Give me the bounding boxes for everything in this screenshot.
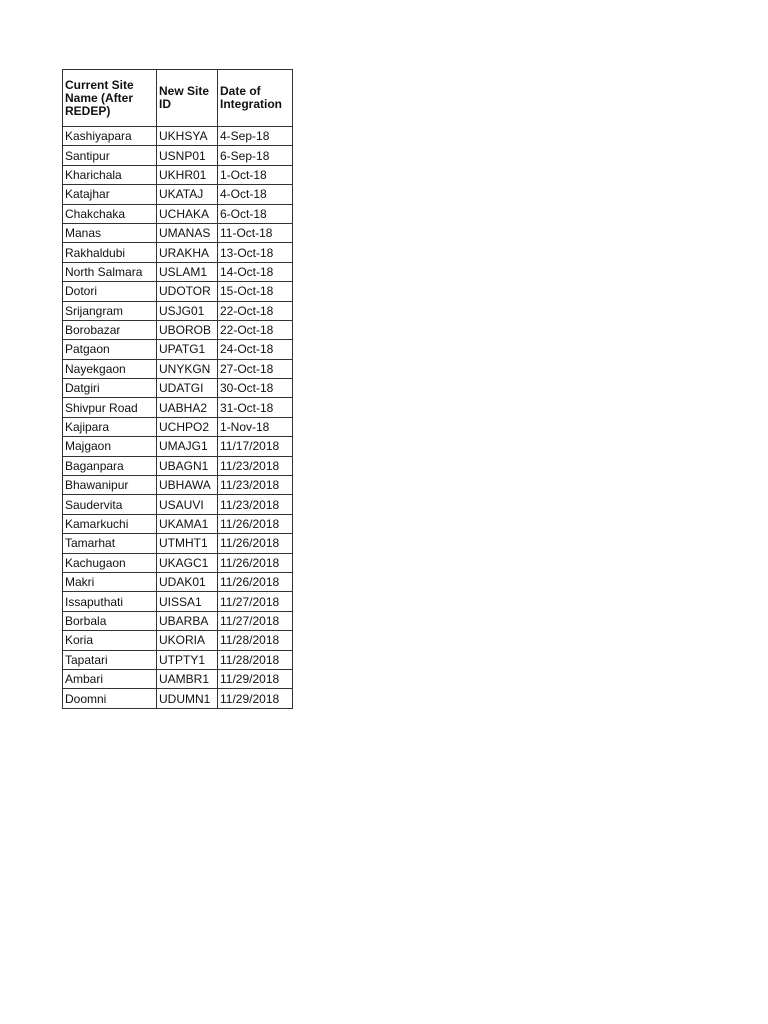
integration-date-cell: 11/27/2018 [218,592,293,611]
site-id-cell: UDATGI [157,379,218,398]
site-name-cell: Datgiri [63,379,157,398]
table-row [63,398,293,417]
table-row [63,514,293,533]
site-id-cell: UKATAJ [157,185,218,204]
integration-date-cell: 11/29/2018 [218,669,293,688]
table-row [63,340,293,359]
integration-date-cell: 11/26/2018 [218,572,293,591]
integration-date-cell: 4-Oct-18 [218,185,293,204]
site-id-cell: URAKHA [157,243,218,262]
integration-date-cell: 1-Nov-18 [218,417,293,436]
table-row [63,495,293,514]
integration-date-cell: 6-Oct-18 [218,204,293,223]
site-name-cell: Patgaon [63,340,157,359]
table-row [63,262,293,281]
site-id-cell: UNYKGN [157,359,218,378]
site-name-cell: Kajipara [63,417,157,436]
integration-date-cell: 11/23/2018 [218,495,293,514]
site-name-cell: Ambari [63,669,157,688]
table-row [63,611,293,630]
site-name-cell: Nayekgaon [63,359,157,378]
table-row [63,650,293,669]
site-id-cell: UKHR01 [157,165,218,184]
integration-date-cell: 11/28/2018 [218,650,293,669]
integration-date-cell: 11/26/2018 [218,534,293,553]
site-id-cell: USAUVI [157,495,218,514]
site-name-cell: Shivpur Road [63,398,157,417]
integration-date-cell: 11/26/2018 [218,514,293,533]
site-id-cell: UCHPO2 [157,417,218,436]
site-id-cell: UABHA2 [157,398,218,417]
header-row [63,70,293,127]
header-date-of-integration: Date of Integration [218,70,293,127]
table-row [63,689,293,708]
header-current-site-name: Current Site Name (After REDEP) [63,70,157,127]
integration-date-cell: 11/27/2018 [218,611,293,630]
table-row [63,592,293,611]
site-integration-table [62,69,293,709]
table-body [63,127,293,709]
site-name-cell: Kachugaon [63,553,157,572]
table-row [63,437,293,456]
site-id-cell: UPATG1 [157,340,218,359]
site-id-cell: USLAM1 [157,262,218,281]
site-name-cell: Baganpara [63,456,157,475]
site-name-cell: Saudervita [63,495,157,514]
site-name-cell: Dotori [63,282,157,301]
site-name-cell: Rakhaldubi [63,243,157,262]
site-name-cell: Issaputhati [63,592,157,611]
table-row [63,359,293,378]
site-id-cell: UDUMN1 [157,689,218,708]
site-name-cell: Borbala [63,611,157,630]
integration-date-cell: 11/26/2018 [218,553,293,572]
site-name-cell: Makri [63,572,157,591]
site-id-cell: UDAK01 [157,572,218,591]
integration-date-cell: 15-Oct-18 [218,282,293,301]
site-id-cell: UKAMA1 [157,514,218,533]
integration-date-cell: 22-Oct-18 [218,301,293,320]
site-id-cell: UKHSYA [157,127,218,146]
integration-date-cell: 22-Oct-18 [218,320,293,339]
site-name-cell: Kashiyapara [63,127,157,146]
table-row [63,223,293,242]
header-new-site-id: New Site ID [157,70,218,127]
site-id-cell: UKORIA [157,631,218,650]
integration-date-cell: 31-Oct-18 [218,398,293,417]
site-name-cell: Borobazar [63,320,157,339]
integration-date-cell: 14-Oct-18 [218,262,293,281]
table-row [63,282,293,301]
integration-date-cell: 4-Sep-18 [218,127,293,146]
integration-date-cell: 11/29/2018 [218,689,293,708]
site-id-cell: UBAGN1 [157,456,218,475]
site-id-cell: UMAJG1 [157,437,218,456]
table-row [63,301,293,320]
table-row [63,185,293,204]
integration-date-cell: 11/28/2018 [218,631,293,650]
table-row [63,320,293,339]
integration-date-cell: 11/23/2018 [218,476,293,495]
site-name-cell: Doomni [63,689,157,708]
table-row [63,379,293,398]
table-header [63,70,293,127]
site-id-cell: USJG01 [157,301,218,320]
site-name-cell: Srijangram [63,301,157,320]
integration-date-cell: 30-Oct-18 [218,379,293,398]
site-id-cell: UKAGC1 [157,553,218,572]
table-row [63,476,293,495]
table-row [63,534,293,553]
table-row [63,553,293,572]
integration-date-cell: 1-Oct-18 [218,165,293,184]
integration-date-cell: 13-Oct-18 [218,243,293,262]
site-name-cell: Chakchaka [63,204,157,223]
table-row [63,127,293,146]
site-id-cell: UTMHT1 [157,534,218,553]
site-name-cell: Katajhar [63,185,157,204]
site-name-cell: Manas [63,223,157,242]
integration-date-cell: 27-Oct-18 [218,359,293,378]
table-row [63,204,293,223]
table-row [63,669,293,688]
site-id-cell: UAMBR1 [157,669,218,688]
site-name-cell: Majgaon [63,437,157,456]
site-id-cell: UTPTY1 [157,650,218,669]
site-id-cell: UDOTOR [157,282,218,301]
site-id-cell: UCHAKA [157,204,218,223]
integration-date-cell: 24-Oct-18 [218,340,293,359]
site-name-cell: Koria [63,631,157,650]
site-name-cell: North Salmara [63,262,157,281]
site-name-cell: Kharichala [63,165,157,184]
table-row [63,456,293,475]
site-id-cell: UBHAWA [157,476,218,495]
site-id-cell: UBARBA [157,611,218,630]
site-id-cell: UISSA1 [157,592,218,611]
site-name-cell: Bhawanipur [63,476,157,495]
site-id-cell: UMANAS [157,223,218,242]
table-row [63,572,293,591]
table-row [63,146,293,165]
table-row [63,165,293,184]
table-row [63,631,293,650]
site-name-cell: Tamarhat [63,534,157,553]
integration-date-cell: 6-Sep-18 [218,146,293,165]
table-row [63,417,293,436]
integration-date-cell: 11/23/2018 [218,456,293,475]
integration-date-cell: 11-Oct-18 [218,223,293,242]
site-name-cell: Santipur [63,146,157,165]
site-id-cell: UBOROB [157,320,218,339]
table-row [63,243,293,262]
site-id-cell: USNP01 [157,146,218,165]
integration-date-cell: 11/17/2018 [218,437,293,456]
site-name-cell: Kamarkuchi [63,514,157,533]
site-name-cell: Tapatari [63,650,157,669]
